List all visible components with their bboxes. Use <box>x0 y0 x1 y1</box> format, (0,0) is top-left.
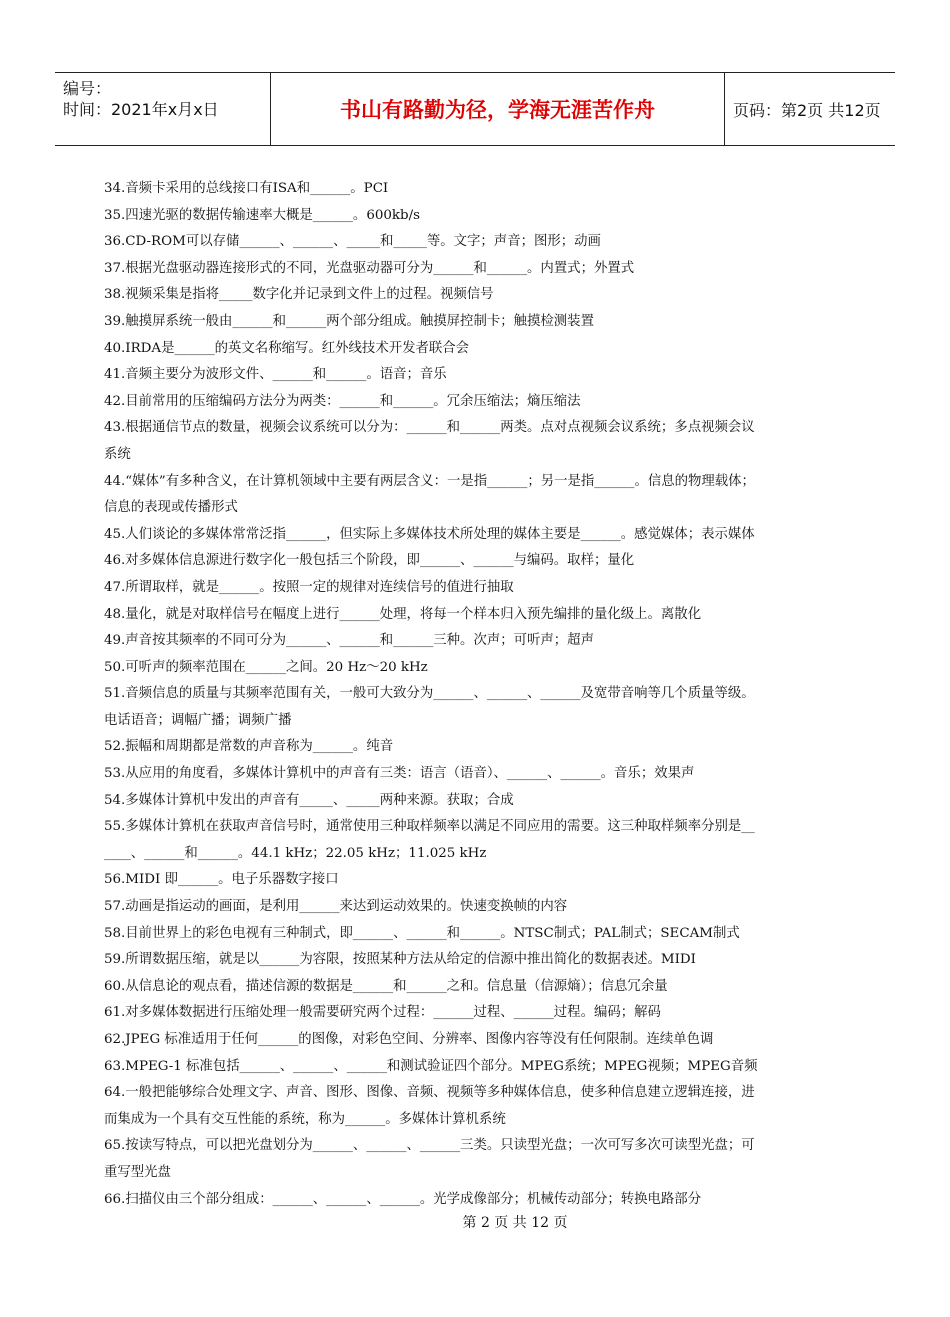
question-line: 62.JPEG 标准适用于任何______的图像，对彩色空间、分辨率、图像内容等没有任何限制。连续单色调 <box>104 1032 714 1047</box>
question-line: 59.所谓数据压缩，就是以______为容限，按照某种方法从给定的信源中推出简化的数据表述。MIDI <box>104 952 696 968</box>
question-line: 电话语音；调幅广播；调频广播 <box>104 712 292 728</box>
page-footer: 第 2 页 共 12 页 <box>462 1215 568 1231</box>
question-line: 重写型光盘 <box>104 1164 171 1180</box>
question-line: 43.根据通信节点的数量，视频会议系统可以分为：______和______两类。点对点视频会议系统；多点视频会议 <box>104 420 755 436</box>
question-line: 37.根据光盘驱动器连接形式的不同，光盘驱动器可分为______和______。内置式；外置式 <box>104 260 635 276</box>
question-line: 64.一般把能够综合处理文字、声音、图形、图像、音频、视频等多种媒体信息，使多种信息建立逻辑连接，进 <box>104 1085 755 1101</box>
question-line: 50.可听声的频率范围在______之间。20 Hz～20 kHz <box>104 659 428 675</box>
question-line: 65.按读写特点，可以把光盘划分为______、______、______三类。只读型光盘；一次可写多次可读型光盘；可 <box>104 1138 755 1154</box>
question-line: 35.四速光驱的数据传输速率大概是______。600kb/s <box>104 207 420 223</box>
header-motto: 书山有路勤为径，学海无涯苦作舟 <box>270 73 725 145</box>
question-line: 39.触摸屏系统一般由______和______两个部分组成。触摸屏控制卡；触摸检测装置 <box>104 313 594 329</box>
question-line: 46.对多媒体信息源进行数字化一般包括三个阶段，即______、______与编码。取样；量化 <box>104 553 635 569</box>
question-line: 63.MPEG-1 标准包括______、______、______和测试验证四个部分。MPEG系统；MPEG视频；MPEG音频 <box>104 1058 758 1074</box>
question-line: 56.MIDI 即______。电子乐器数字接口 <box>104 872 339 888</box>
question-line: 52.振幅和周期都是常数的声音称为______。纯音 <box>104 739 394 755</box>
question-line: 45.人们谈论的多媒体常常泛指______，但实际上多媒体技术所处理的媒体主要是______。感觉媒体；表示媒体 <box>104 526 755 542</box>
question-line: 51.音频信息的质量与其频率范围有关，一般可大致分为______、______、______及宽带音响等几个质量等级。 <box>104 686 755 702</box>
question-line: 信息的表现或传播形式 <box>104 500 238 516</box>
header-page-number: 页码：第2页 共12页 <box>733 100 881 120</box>
question-line: 60.从信息论的观点看，描述信源的数据是______和______之和。信息量（信源熵）；信息冗余量 <box>104 978 668 994</box>
question-line: 而集成为一个具有交互性能的系统，称为______。多媒体计算机系统 <box>104 1111 506 1127</box>
question-line: 55.多媒体计算机在获取声音信号时，通常使用三种取样频率以满足不同应用的需要。这三种取样频率分别是__ <box>104 819 755 835</box>
document-time-label: 时间：2021年x月x日 <box>63 100 219 119</box>
question-line: 66.扫描仪由三个部分组成：______、______、______。光学成像部分；机械传动部分；转换电路部分 <box>104 1191 702 1207</box>
question-line: ____、______和______。44.1 kHz；22.05 kHz；11.025 kHz <box>104 845 487 861</box>
question-line: 34.音频卡采用的总线接口有ISA和______。PCI <box>104 181 389 196</box>
question-line: 36.CD-ROM可以存储______、______、_____和_____等。文字；声音；图形；动画 <box>104 234 601 250</box>
question-line: 48.量化，就是对取样信号在幅度上进行______处理，将每一个样本归入预先编排的量化级上。离散化 <box>104 606 702 622</box>
question-line: 系统 <box>104 446 131 462</box>
question-line: 61.对多媒体数据进行压缩处理一般需要研究两个过程：______过程、______过程。编码；解码 <box>104 1005 661 1021</box>
question-line: 58.目前世界上的彩色电视有三种制式，即______、______和______。NTSC制式；PAL制式；SECAM制式 <box>104 925 740 941</box>
question-line: 53.从应用的角度看，多媒体计算机中的声音有三类：语言（语音）、______、______。音乐；效果声 <box>104 766 695 782</box>
question-line: 57.动画是指运动的画面，是利用______来达到运动效果的。快速变换帧的内容 <box>104 899 568 915</box>
question-list <box>104 176 854 1213</box>
document-number-label: 编号： <box>63 79 112 98</box>
question-line: 54.多媒体计算机中发出的声音有_____、_____两种来源。获取；合成 <box>104 792 514 808</box>
question-line: 49.声音按其频率的不同可分为______、______和______三种。次声；可听声；超声 <box>104 633 594 649</box>
question-line: 38.视频采集是指将_____数字化并记录到文件上的过程。视频信号 <box>104 287 494 303</box>
question-line: 40.IRDA是______的英文名称缩写。红外线技术开发者联合会 <box>104 340 470 356</box>
page-header <box>55 72 895 146</box>
question-line: 47.所谓取样，就是______。按照一定的规律对连续信号的值进行抽取 <box>104 579 514 595</box>
question-line: 42.目前常用的压缩编码方法分为两类：______和______。冗余压缩法；熵压缩法 <box>104 393 581 409</box>
question-line: 44.“媒体”有多种含义，在计算机领域中主要有两层含义：一是指______；另一是指______。信息的物理载体； <box>104 473 755 489</box>
question-line: 41.音频主要分为波形文件、______和______。语音；音乐 <box>104 367 447 383</box>
header-meta <box>55 73 270 145</box>
